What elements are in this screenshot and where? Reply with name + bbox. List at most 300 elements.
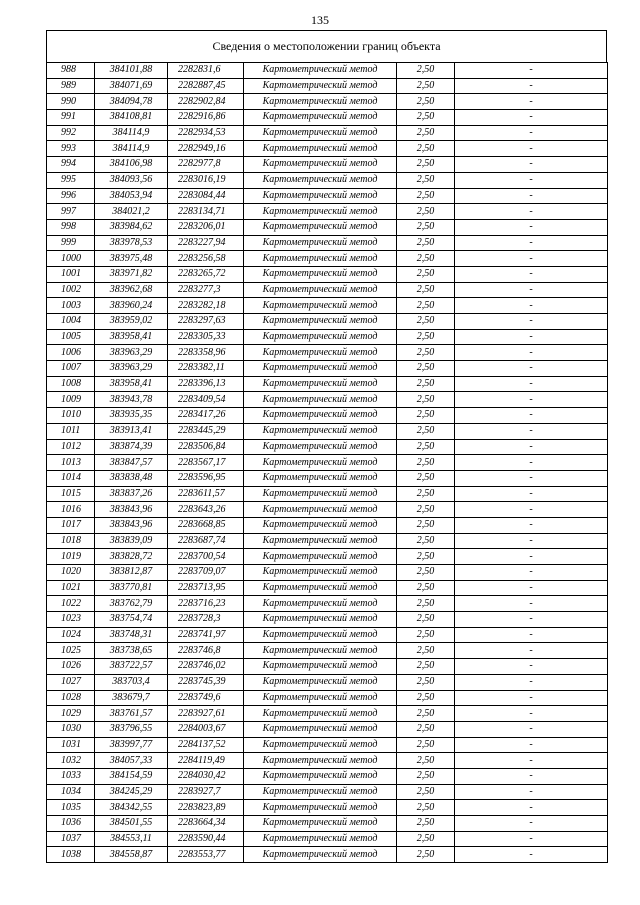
description-cell: - (455, 674, 608, 690)
table-row (47, 517, 608, 533)
table-row (47, 674, 608, 690)
table-row (47, 533, 608, 549)
description-cell: - (455, 470, 608, 486)
accuracy-cell: 2,50 (397, 596, 455, 612)
accuracy-cell: 2,50 (397, 502, 455, 518)
description-cell: - (455, 298, 608, 314)
x-coordinate-cell: 383839,09 (95, 533, 168, 549)
point-number-cell: 1024 (47, 627, 95, 643)
point-number-cell: 997 (47, 204, 95, 220)
y-coordinate-cell: 2283664,34 (168, 816, 244, 832)
table-row (47, 376, 608, 392)
description-cell: - (455, 847, 608, 863)
table-row (47, 345, 608, 361)
x-coordinate-cell: 383828,72 (95, 549, 168, 565)
point-number-cell: 1034 (47, 784, 95, 800)
description-cell: - (455, 800, 608, 816)
y-coordinate-cell: 2284003,67 (168, 721, 244, 737)
point-number-cell: 991 (47, 110, 95, 126)
accuracy-cell: 2,50 (397, 533, 455, 549)
point-number-cell: 1031 (47, 737, 95, 753)
method-cell: Картометрический метод (244, 110, 397, 126)
table-row (47, 298, 608, 314)
method-cell: Картометрический метод (244, 251, 397, 267)
y-coordinate-cell: 2282916,86 (168, 110, 244, 126)
accuracy-cell: 2,50 (397, 800, 455, 816)
y-coordinate-cell: 2283297,63 (168, 314, 244, 330)
description-cell: - (455, 314, 608, 330)
accuracy-cell: 2,50 (397, 737, 455, 753)
description-cell: - (455, 816, 608, 832)
accuracy-cell: 2,50 (397, 219, 455, 235)
table-row (47, 486, 608, 502)
page-number: 135 (311, 13, 329, 27)
description-cell: - (455, 753, 608, 769)
method-cell: Картометрический метод (244, 800, 397, 816)
point-number-cell: 994 (47, 157, 95, 173)
method-cell: Картометрический метод (244, 486, 397, 502)
method-cell: Картометрический метод (244, 549, 397, 565)
x-coordinate-cell: 383838,48 (95, 470, 168, 486)
accuracy-cell: 2,50 (397, 157, 455, 173)
x-coordinate-cell: 383958,41 (95, 376, 168, 392)
point-number-cell: 1001 (47, 266, 95, 282)
table-row (47, 768, 608, 784)
point-number-cell: 1000 (47, 251, 95, 267)
x-coordinate-cell: 383874,39 (95, 439, 168, 455)
table-row (47, 282, 608, 298)
accuracy-cell: 2,50 (397, 768, 455, 784)
y-coordinate-cell: 2283134,71 (168, 204, 244, 220)
method-cell: Картометрический метод (244, 784, 397, 800)
y-coordinate-cell: 2283590,44 (168, 831, 244, 847)
table-row (47, 784, 608, 800)
table-row (47, 423, 608, 439)
accuracy-cell: 2,50 (397, 141, 455, 157)
y-coordinate-cell: 2283746,02 (168, 659, 244, 675)
x-coordinate-cell: 383796,55 (95, 721, 168, 737)
y-coordinate-cell: 2283823,89 (168, 800, 244, 816)
table-row (47, 596, 608, 612)
y-coordinate-cell: 2283643,26 (168, 502, 244, 518)
method-cell: Картометрический метод (244, 659, 397, 675)
accuracy-cell: 2,50 (397, 235, 455, 251)
y-coordinate-cell: 2283409,54 (168, 392, 244, 408)
x-coordinate-cell: 384553,11 (95, 831, 168, 847)
method-cell: Картометрический метод (244, 737, 397, 753)
accuracy-cell: 2,50 (397, 643, 455, 659)
description-cell: - (455, 690, 608, 706)
description-cell: - (455, 423, 608, 439)
table-row (47, 235, 608, 251)
accuracy-cell: 2,50 (397, 314, 455, 330)
accuracy-cell: 2,50 (397, 470, 455, 486)
y-coordinate-cell: 2283927,61 (168, 706, 244, 722)
accuracy-cell: 2,50 (397, 549, 455, 565)
y-coordinate-cell: 2282949,16 (168, 141, 244, 157)
table-row (47, 63, 608, 79)
method-cell: Картометрический метод (244, 298, 397, 314)
description-cell: - (455, 110, 608, 126)
y-coordinate-cell: 2283713,95 (168, 580, 244, 596)
description-cell: - (455, 94, 608, 110)
description-cell: - (455, 643, 608, 659)
method-cell: Картометрический метод (244, 470, 397, 486)
y-coordinate-cell: 2284137,52 (168, 737, 244, 753)
point-number-cell: 993 (47, 141, 95, 157)
description-cell: - (455, 706, 608, 722)
table-row (47, 627, 608, 643)
y-coordinate-cell: 2283084,44 (168, 188, 244, 204)
accuracy-cell: 2,50 (397, 659, 455, 675)
accuracy-cell: 2,50 (397, 345, 455, 361)
accuracy-cell: 2,50 (397, 565, 455, 581)
accuracy-cell: 2,50 (397, 63, 455, 79)
y-coordinate-cell: 2283746,8 (168, 643, 244, 659)
y-coordinate-cell: 2283749,6 (168, 690, 244, 706)
x-coordinate-cell: 383748,31 (95, 627, 168, 643)
description-cell: - (455, 219, 608, 235)
method-cell: Картометрический метод (244, 141, 397, 157)
method-cell: Картометрический метод (244, 282, 397, 298)
x-coordinate-cell: 384071,69 (95, 78, 168, 94)
table-row (47, 439, 608, 455)
y-coordinate-cell: 2283716,23 (168, 596, 244, 612)
y-coordinate-cell: 2283745,39 (168, 674, 244, 690)
table-row (47, 329, 608, 345)
y-coordinate-cell: 2283305,33 (168, 329, 244, 345)
x-coordinate-cell: 384558,87 (95, 847, 168, 863)
x-coordinate-cell: 383843,96 (95, 502, 168, 518)
table-row (47, 690, 608, 706)
x-coordinate-cell: 383984,62 (95, 219, 168, 235)
y-coordinate-cell: 2283282,18 (168, 298, 244, 314)
method-cell: Картометрический метод (244, 721, 397, 737)
accuracy-cell: 2,50 (397, 94, 455, 110)
description-cell: - (455, 157, 608, 173)
table-row (47, 141, 608, 157)
method-cell: Картометрический метод (244, 345, 397, 361)
table-title: Сведения о местоположении границ объекта (46, 30, 607, 62)
point-number-cell: 1029 (47, 706, 95, 722)
x-coordinate-cell: 383843,96 (95, 517, 168, 533)
x-coordinate-cell: 383962,68 (95, 282, 168, 298)
table-row (47, 78, 608, 94)
point-number-cell: 989 (47, 78, 95, 94)
y-coordinate-cell: 2283687,74 (168, 533, 244, 549)
description-cell: - (455, 517, 608, 533)
point-number-cell: 1027 (47, 674, 95, 690)
x-coordinate-cell: 383738,65 (95, 643, 168, 659)
table-row (47, 204, 608, 220)
accuracy-cell: 2,50 (397, 674, 455, 690)
x-coordinate-cell: 383703,4 (95, 674, 168, 690)
x-coordinate-cell: 383722,57 (95, 659, 168, 675)
x-coordinate-cell: 384094,78 (95, 94, 168, 110)
method-cell: Картометрический метод (244, 580, 397, 596)
y-coordinate-cell: 2283382,11 (168, 361, 244, 377)
table-row (47, 361, 608, 377)
x-coordinate-cell: 384342,55 (95, 800, 168, 816)
table-row (47, 565, 608, 581)
y-coordinate-cell: 2283668,85 (168, 517, 244, 533)
accuracy-cell: 2,50 (397, 298, 455, 314)
x-coordinate-cell: 383978,53 (95, 235, 168, 251)
table-row (47, 816, 608, 832)
method-cell: Картометрический метод (244, 627, 397, 643)
point-number-cell: 1035 (47, 800, 95, 816)
table-row (47, 110, 608, 126)
x-coordinate-cell: 384021,2 (95, 204, 168, 220)
x-coordinate-cell: 384101,88 (95, 63, 168, 79)
description-cell: - (455, 580, 608, 596)
x-coordinate-cell: 383754,74 (95, 612, 168, 628)
accuracy-cell: 2,50 (397, 376, 455, 392)
y-coordinate-cell: 2283927,7 (168, 784, 244, 800)
point-number-cell: 995 (47, 172, 95, 188)
point-number-cell: 988 (47, 63, 95, 79)
accuracy-cell: 2,50 (397, 188, 455, 204)
accuracy-cell: 2,50 (397, 282, 455, 298)
table-row (47, 831, 608, 847)
table-row (47, 455, 608, 471)
accuracy-cell: 2,50 (397, 486, 455, 502)
description-cell: - (455, 596, 608, 612)
point-number-cell: 1006 (47, 345, 95, 361)
method-cell: Картометрический метод (244, 768, 397, 784)
point-number-cell: 1013 (47, 455, 95, 471)
description-cell: - (455, 204, 608, 220)
table-row (47, 659, 608, 675)
point-number-cell: 1008 (47, 376, 95, 392)
x-coordinate-cell: 384245,29 (95, 784, 168, 800)
y-coordinate-cell: 2283741,97 (168, 627, 244, 643)
y-coordinate-cell: 2283596,95 (168, 470, 244, 486)
description-cell: - (455, 329, 608, 345)
method-cell: Картометрический метод (244, 533, 397, 549)
point-number-cell: 990 (47, 94, 95, 110)
point-number-cell: 1009 (47, 392, 95, 408)
description-cell: - (455, 172, 608, 188)
description-cell: - (455, 63, 608, 79)
table-row (47, 392, 608, 408)
point-number-cell: 1003 (47, 298, 95, 314)
coordinates-table (46, 62, 608, 863)
x-coordinate-cell: 383770,81 (95, 580, 168, 596)
accuracy-cell: 2,50 (397, 125, 455, 141)
y-coordinate-cell: 2283277,3 (168, 282, 244, 298)
x-coordinate-cell: 384106,98 (95, 157, 168, 173)
x-coordinate-cell: 384114,9 (95, 125, 168, 141)
accuracy-cell: 2,50 (397, 580, 455, 596)
y-coordinate-cell: 2283553,77 (168, 847, 244, 863)
description-cell: - (455, 282, 608, 298)
method-cell: Картометрический метод (244, 235, 397, 251)
description-cell: - (455, 78, 608, 94)
x-coordinate-cell: 383963,29 (95, 361, 168, 377)
table-row (47, 172, 608, 188)
x-coordinate-cell: 384053,94 (95, 188, 168, 204)
method-cell: Картометрический метод (244, 502, 397, 518)
table-row (47, 470, 608, 486)
description-cell: - (455, 376, 608, 392)
y-coordinate-cell: 2283417,26 (168, 408, 244, 424)
method-cell: Картометрический метод (244, 125, 397, 141)
y-coordinate-cell: 2283206,01 (168, 219, 244, 235)
x-coordinate-cell: 383943,78 (95, 392, 168, 408)
x-coordinate-cell: 384093,56 (95, 172, 168, 188)
accuracy-cell: 2,50 (397, 753, 455, 769)
x-coordinate-cell: 384114,9 (95, 141, 168, 157)
y-coordinate-cell: 2283700,54 (168, 549, 244, 565)
accuracy-cell: 2,50 (397, 690, 455, 706)
x-coordinate-cell: 384057,33 (95, 753, 168, 769)
y-coordinate-cell: 2284119,49 (168, 753, 244, 769)
description-cell: - (455, 659, 608, 675)
y-coordinate-cell: 2283396,13 (168, 376, 244, 392)
accuracy-cell: 2,50 (397, 408, 455, 424)
point-number-cell: 1007 (47, 361, 95, 377)
accuracy-cell: 2,50 (397, 392, 455, 408)
table-row (47, 612, 608, 628)
point-number-cell: 1038 (47, 847, 95, 863)
point-number-cell: 1010 (47, 408, 95, 424)
method-cell: Картометрический метод (244, 753, 397, 769)
method-cell: Картометрический метод (244, 831, 397, 847)
method-cell: Картометрический метод (244, 392, 397, 408)
x-coordinate-cell: 383913,41 (95, 423, 168, 439)
method-cell: Картометрический метод (244, 219, 397, 235)
table-row (47, 721, 608, 737)
description-cell: - (455, 361, 608, 377)
description-cell: - (455, 251, 608, 267)
description-cell: - (455, 612, 608, 628)
description-cell: - (455, 266, 608, 282)
point-number-cell: 1037 (47, 831, 95, 847)
method-cell: Картометрический метод (244, 439, 397, 455)
accuracy-cell: 2,50 (397, 439, 455, 455)
point-number-cell: 992 (47, 125, 95, 141)
method-cell: Картометрический метод (244, 690, 397, 706)
point-number-cell: 996 (47, 188, 95, 204)
method-cell: Картометрический метод (244, 266, 397, 282)
accuracy-cell: 2,50 (397, 172, 455, 188)
description-cell: - (455, 565, 608, 581)
description-cell: - (455, 345, 608, 361)
x-coordinate-cell: 383997,77 (95, 737, 168, 753)
description-cell: - (455, 549, 608, 565)
table-row (47, 157, 608, 173)
description-cell: - (455, 721, 608, 737)
method-cell: Картометрический метод (244, 706, 397, 722)
method-cell: Картометрический метод (244, 408, 397, 424)
method-cell: Картометрический метод (244, 517, 397, 533)
description-cell: - (455, 533, 608, 549)
y-coordinate-cell: 2283611,57 (168, 486, 244, 502)
point-number-cell: 1016 (47, 502, 95, 518)
description-cell: - (455, 831, 608, 847)
point-number-cell: 1022 (47, 596, 95, 612)
point-number-cell: 1030 (47, 721, 95, 737)
method-cell: Картометрический метод (244, 847, 397, 863)
accuracy-cell: 2,50 (397, 455, 455, 471)
accuracy-cell: 2,50 (397, 266, 455, 282)
method-cell: Картометрический метод (244, 188, 397, 204)
x-coordinate-cell: 384501,55 (95, 816, 168, 832)
table-body (47, 63, 608, 863)
accuracy-cell: 2,50 (397, 110, 455, 126)
y-coordinate-cell: 2283016,19 (168, 172, 244, 188)
method-cell: Картометрический метод (244, 329, 397, 345)
accuracy-cell: 2,50 (397, 706, 455, 722)
method-cell: Картометрический метод (244, 455, 397, 471)
method-cell: Картометрический метод (244, 204, 397, 220)
accuracy-cell: 2,50 (397, 423, 455, 439)
point-number-cell: 1014 (47, 470, 95, 486)
coordinates-table-frame (46, 30, 607, 863)
y-coordinate-cell: 2283445,29 (168, 423, 244, 439)
y-coordinate-cell: 2282887,45 (168, 78, 244, 94)
y-coordinate-cell: 2283567,17 (168, 455, 244, 471)
table-row (47, 737, 608, 753)
point-number-cell: 1020 (47, 565, 95, 581)
y-coordinate-cell: 2282977,8 (168, 157, 244, 173)
y-coordinate-cell: 2282902,84 (168, 94, 244, 110)
x-coordinate-cell: 383812,87 (95, 565, 168, 581)
method-cell: Картометрический метод (244, 157, 397, 173)
description-cell: - (455, 768, 608, 784)
description-cell: - (455, 125, 608, 141)
description-cell: - (455, 737, 608, 753)
description-cell: - (455, 392, 608, 408)
method-cell: Картометрический метод (244, 674, 397, 690)
y-coordinate-cell: 2283256,58 (168, 251, 244, 267)
point-number-cell: 1011 (47, 423, 95, 439)
description-cell: - (455, 502, 608, 518)
accuracy-cell: 2,50 (397, 831, 455, 847)
y-coordinate-cell: 2282934,53 (168, 125, 244, 141)
x-coordinate-cell: 383679,7 (95, 690, 168, 706)
description-cell: - (455, 486, 608, 502)
point-number-cell: 1019 (47, 549, 95, 565)
method-cell: Картометрический метод (244, 78, 397, 94)
x-coordinate-cell: 383975,48 (95, 251, 168, 267)
accuracy-cell: 2,50 (397, 361, 455, 377)
accuracy-cell: 2,50 (397, 816, 455, 832)
table-row (47, 800, 608, 816)
y-coordinate-cell: 2283728,3 (168, 612, 244, 628)
y-coordinate-cell: 2283227,94 (168, 235, 244, 251)
method-cell: Картометрический метод (244, 612, 397, 628)
point-number-cell: 1036 (47, 816, 95, 832)
method-cell: Картометрический метод (244, 94, 397, 110)
x-coordinate-cell: 383959,02 (95, 314, 168, 330)
accuracy-cell: 2,50 (397, 847, 455, 863)
x-coordinate-cell: 383958,41 (95, 329, 168, 345)
table-row (47, 188, 608, 204)
accuracy-cell: 2,50 (397, 721, 455, 737)
point-number-cell: 1026 (47, 659, 95, 675)
point-number-cell: 1032 (47, 753, 95, 769)
method-cell: Картометрический метод (244, 816, 397, 832)
accuracy-cell: 2,50 (397, 251, 455, 267)
method-cell: Картометрический метод (244, 361, 397, 377)
description-cell: - (455, 455, 608, 471)
x-coordinate-cell: 383935,35 (95, 408, 168, 424)
point-number-cell: 1033 (47, 768, 95, 784)
table-row (47, 314, 608, 330)
method-cell: Картометрический метод (244, 423, 397, 439)
